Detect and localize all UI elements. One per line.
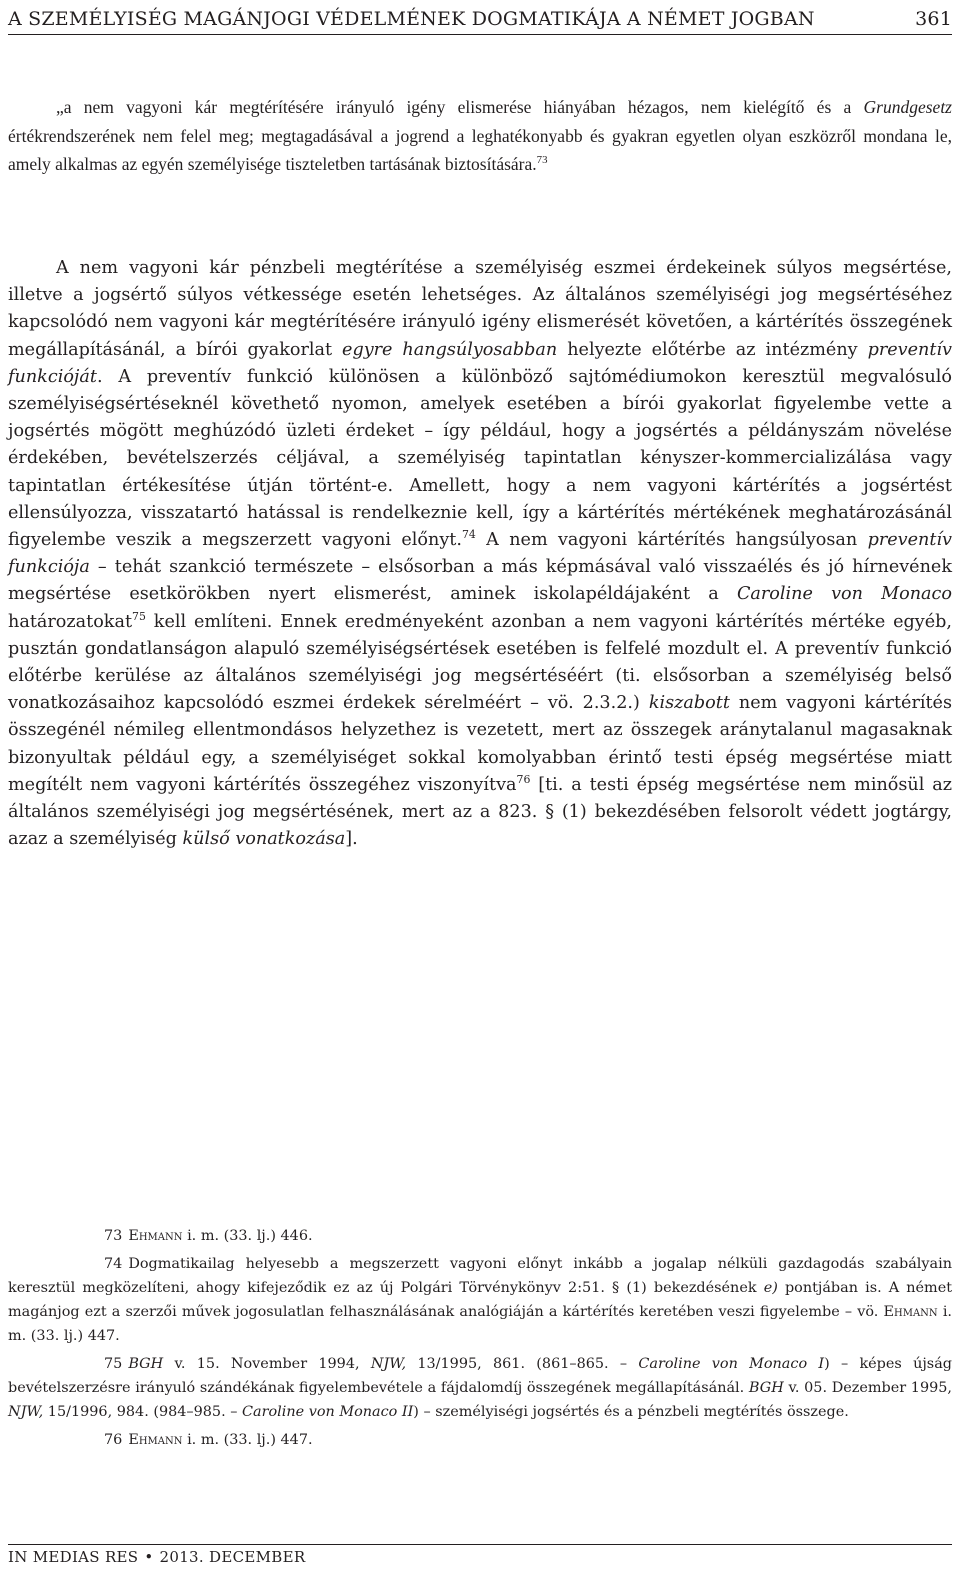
emphasis: külső vonatkozása [182, 829, 346, 850]
quote-italic-term: Grundgesetz [863, 97, 952, 117]
footnote-number: 75 [104, 1356, 123, 1372]
footnote-76: 76 Ehmann i. m. (33. lj.) 447. [8, 1428, 952, 1452]
footnote-ref-76[interactable]: 76 [516, 773, 531, 786]
quote-paragraph: „a nem vagyoni kár megtérítésére irányuló igény elismerése hiányában hézagos, nem kielégítő és a Grundgesetz értékrendszerének nem felel meg; megtagadásával a jogrend a leghatékonyabb és gyakran egyetlen olyan eszközről mondana le, amely alkalmas az egyén személyisége tiszteletben tartásának biztosítására.$^{73}$ [8, 97, 952, 175]
running-header [8, 0, 952, 30]
author-name: Ehmann [128, 1432, 183, 1448]
main-paragraph [8, 255, 952, 853]
author-name: Ehmann [883, 1304, 938, 1320]
author-name: Ehmann [128, 1228, 183, 1244]
footnote-73: 73 Ehmann i. m. (33. lj.) 446. [8, 1224, 952, 1248]
running-footer [8, 1548, 305, 1566]
running-title: A SZEMÉLYISÉG MAGÁNJOGI VÉDELMÉNEK DOGMATIKÁJA A NÉMET JOGBAN [8, 8, 815, 30]
block-quote [8, 93, 952, 179]
footnote-number: 76 [104, 1432, 123, 1448]
footnote-ref-74[interactable]: 74 [461, 528, 476, 542]
emphasis: egyre hangsúlyosabban [342, 339, 558, 360]
case-name: Caroline von Monaco [736, 584, 952, 605]
emphasis: kiszabott [648, 693, 730, 714]
emphasis: preventív funkcióját [8, 339, 952, 387]
emphasis: preventív funkciója [8, 530, 952, 578]
body-paragraph: A nem vagyoni kár pénzbeli megtérítése a személyiség eszmei érdekeinek súlyos megsértése, illetve a jogsértő súlyos vétkessége esetén lehetséges. Az általános személyiségi jog megsértéséhez kapcsolódó nem vagyoni kár megtérítésére irányuló igény elismerését követően, a kártérítés összegének megállapításánál, a bírói gyakorlat egyre hangsúlyosabban helyezte előtérbe az intézmény preventív funkcióját. A preventív funkció különösen a különböző sajtómédiumokon keresztül megvalósuló személyiségsértéseknél követhető nyomon, amelyek esetében a bírói gyakorlat figyelembe vette a jogsértés mögött meghúzódó üzleti érdeket – így például, hogy a jogsértés a példányszám növelése érdekében, bevételszerzés céljával, a személyiség tapintatlan kényszer-kommercializálása vagy tapintatlan értékesítése útján történt-e. Amellett, hogy a nem vagyoni kártérítés a jogsértést ellensúlyozza, visszatartó hatással is rendelkeznie kell, így a kártérítés mértékének meghatározásánál figyelembe veszik a megszerzett vagyoni előnyt.$^{74}$ A nem vagyoni kártérítés hangsúlyosan preventív funkciója – tehát szankció természete – elsősorban a más képmásával való visszaélés és jó hírnevének megsértése esetkörökben nyert elismerést, aminek iskolapéldájaként a Caroline von Monaco határozatokat$^{75}$ kell említeni. Ennek eredményeként azonban a nem vagyoni kártérítés mértéke egyéb, pusztán gondatlanságon alapuló személyiségsértések esetében is felfelé mozdult el. A preventív funkció előtérbe kerülése az általános személyiségi jog megsértéséért (ti. elsősorban a személyiség belső vonatkozásaihoz kapcsolódó eszmei érdekek sérelméért – vö. 2.3.2.) kiszabott nem vagyoni kártérítés összegénél némileg ellentmondásos helyzethez is vezetett, mert az összegek aránytalanul magasaknak bizonyultak például egy, a személyiséget sokkal komolyabban érintő testi épség megsértése miatt megítélt nem vagyoni kártérítés összegéhez viszonyítva$^{76}$ [ti. a testi épség megsértése nem minősül az általános személyiségi jog megsértésének, mert az a 823. § (1) bekezdésében felsorolt védett jogtárgy, azaz a személyiség külső vonatkozása]. [8, 258, 952, 850]
footnote-ref-75[interactable]: 75 [132, 609, 146, 623]
footer-divider [8, 1544, 952, 1545]
footnote-number: 73 [104, 1228, 123, 1244]
page-number: 361 [915, 8, 952, 30]
bullet-icon: • [144, 1548, 154, 1566]
footnotes [8, 1224, 952, 1456]
footnote-ref-73[interactable]: 73 [536, 154, 548, 167]
issue-date: 2013. DECEMBER [159, 1548, 306, 1566]
journal-name: IN MEDIAS RES [8, 1548, 139, 1566]
footnote-number: 74 [104, 1256, 123, 1272]
header-divider [8, 34, 952, 35]
footnote-74: 74 Dogmatikailag helyesebb a megszerzett vagyoni előnyt inkább a jogalap nélküli gazdagodás szabályain keresztül megközelíteni, ahogy kifejeződik ez az új Polgári Törvénykönyv 2:51. § (1) bekezdésének e) pontjában is. A német magánjog ezt a szerzői művek jogosulatlan felhasználásának analógiáján a kártérítés keretében veszi figyelembe – vö. Ehmann i. m. (33. lj.) 447. [8, 1252, 952, 1348]
footnote-75: 75 BGH v. 15. November 1994, NJW, 13/1995, 861. (861–865. – Caroline von Monaco I) – képes újság bevételszerzésre irányuló szándékának figyelembevétele a fájdalomdíj összegének megállapításánál. BGH v. 05. Dezember 1995, NJW, 15/1996, 984. (984–985. – Caroline von Monaco II) – személyiségi jogsértés és a pénzbeli megtérítés összege. [8, 1352, 952, 1424]
